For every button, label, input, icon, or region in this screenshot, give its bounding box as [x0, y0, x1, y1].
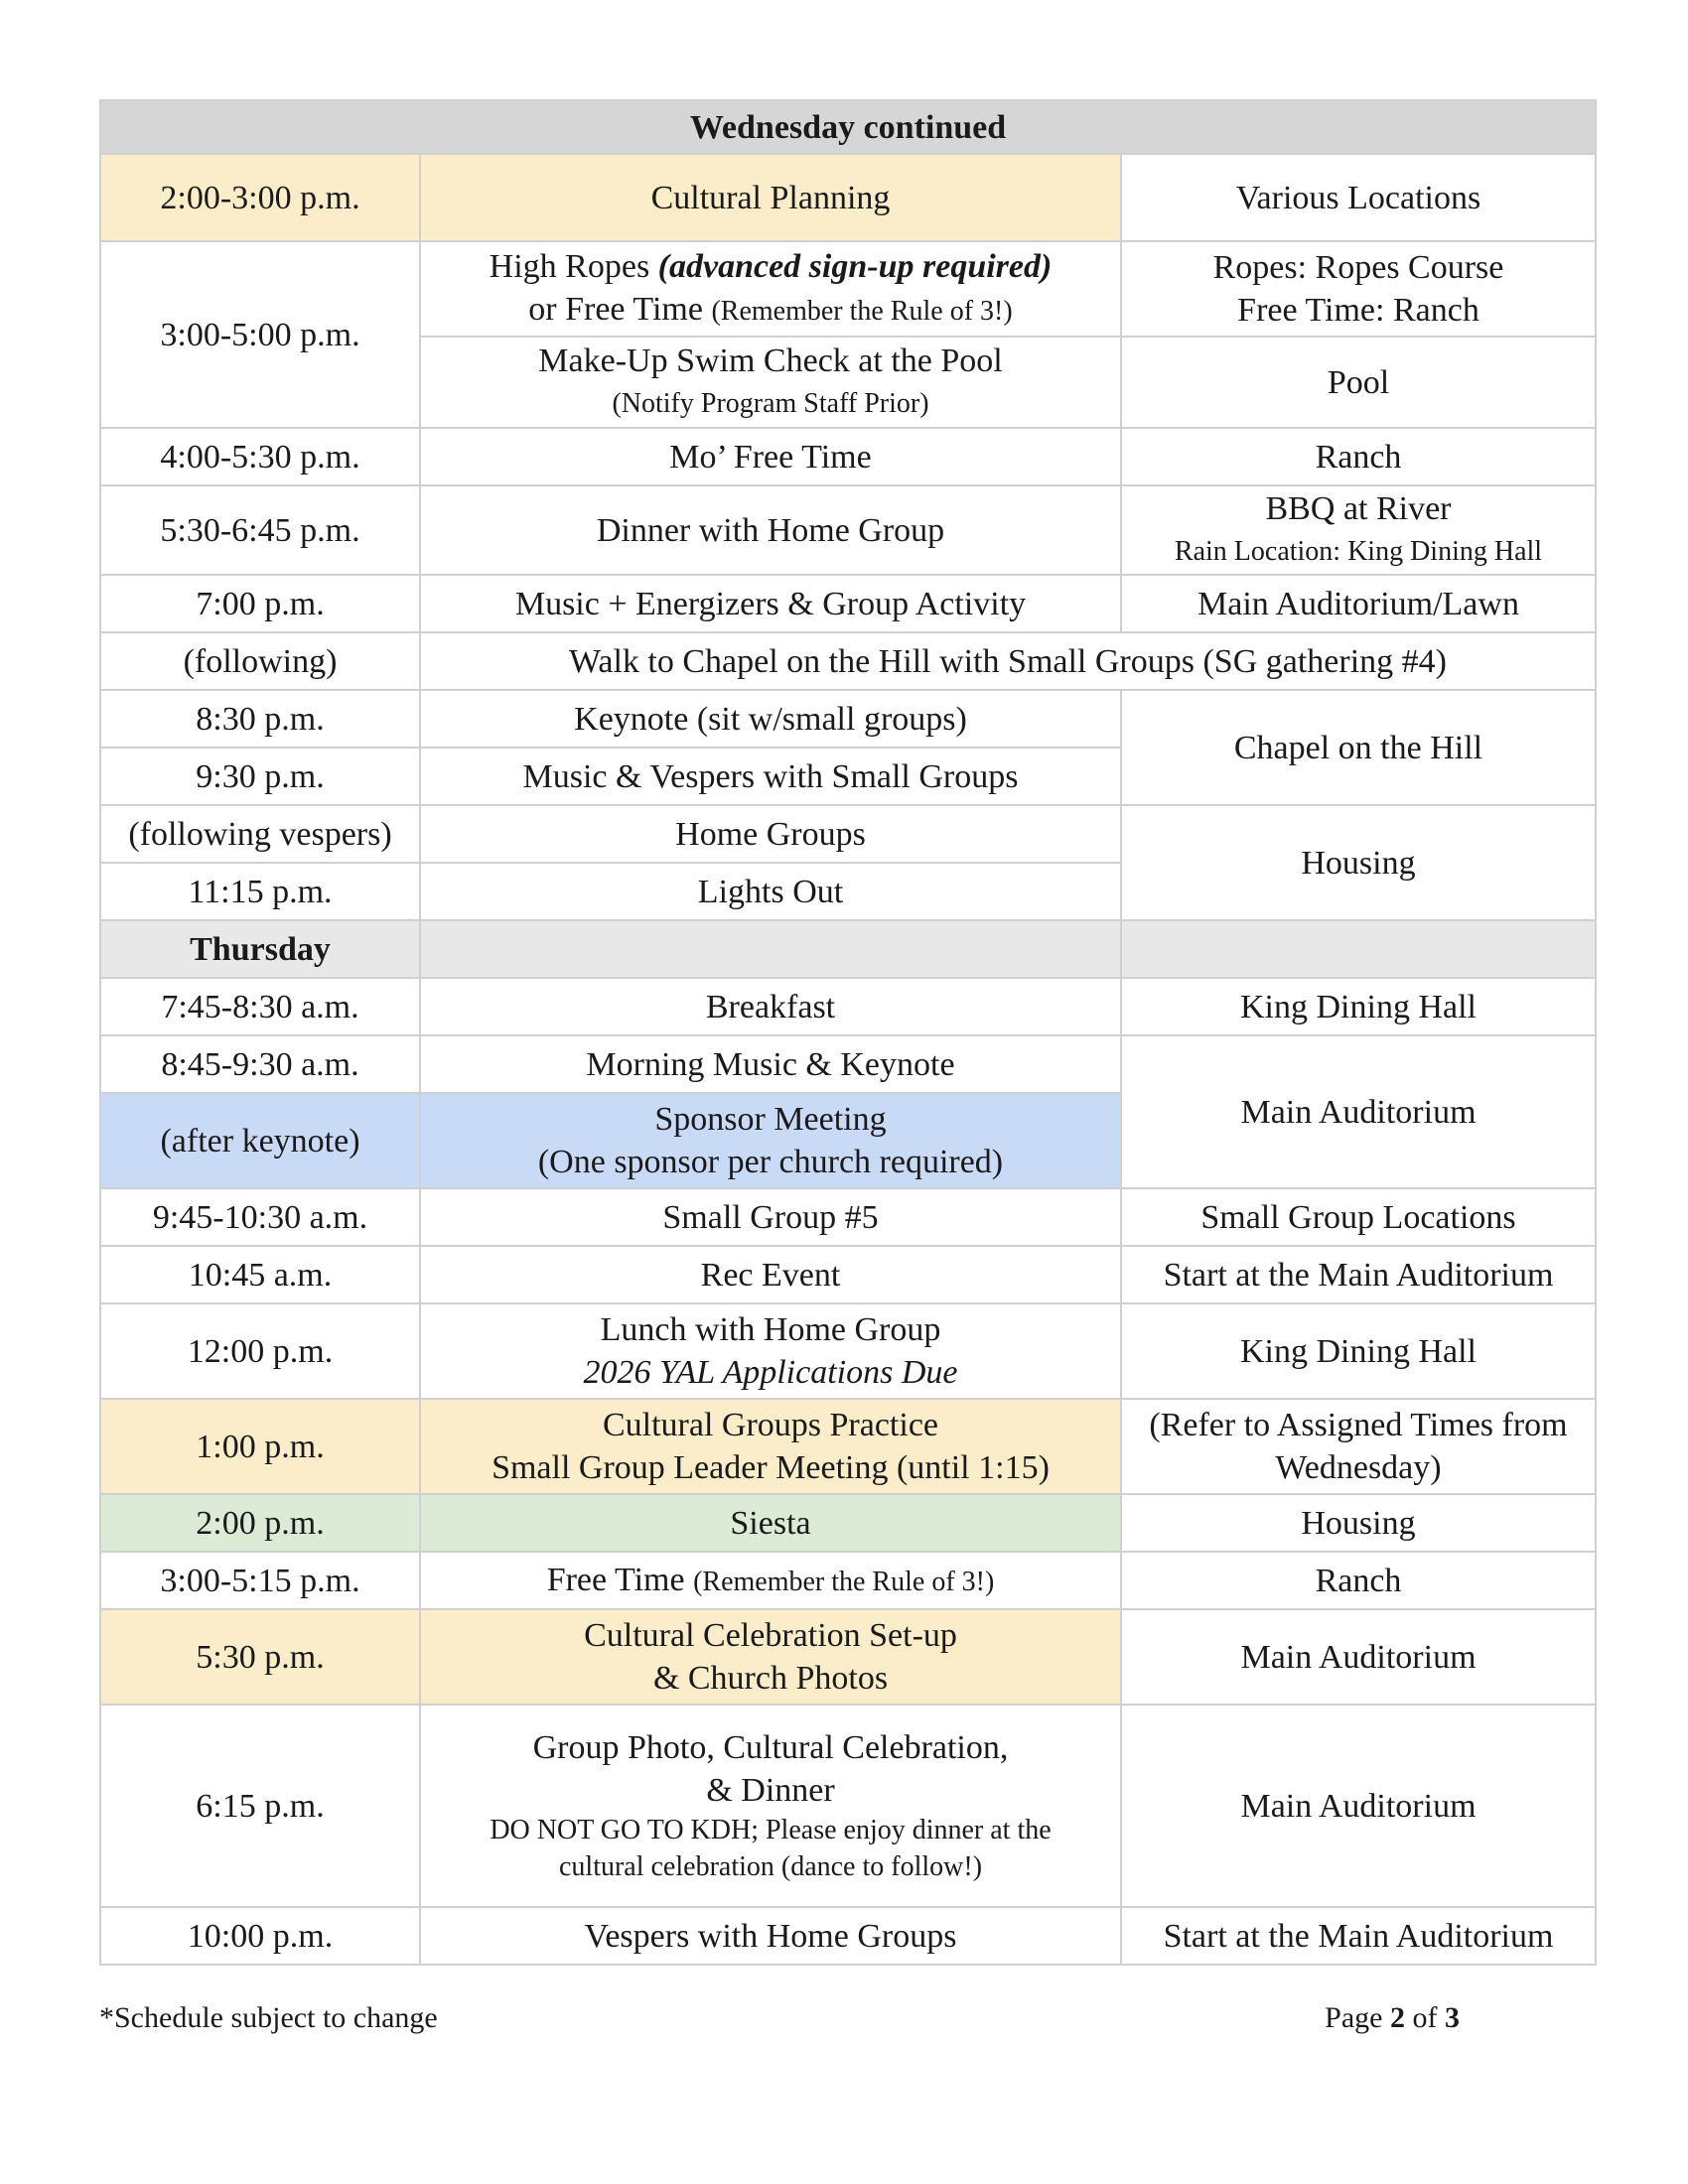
time-cell: 10:45 a.m.: [100, 1246, 420, 1303]
event-note: (Remember the Rule of 3!): [693, 1566, 995, 1597]
event-note: DO NOT GO TO KDH; Please enjoy dinner at the: [490, 1815, 1052, 1845]
table-row: [100, 978, 1596, 1035]
day-label: Thursday: [100, 920, 420, 978]
location-cell: Start at the Main Auditorium: [1121, 1907, 1596, 1965]
event-note: (advanced sign-up required): [657, 248, 1053, 285]
day-header-row: [100, 920, 1596, 978]
event-note: (Remember the Rule of 3!): [711, 296, 1013, 327]
event-cell: Rec Event: [420, 1246, 1121, 1303]
event-cell: Small Group #5: [420, 1188, 1121, 1246]
location-cell: Chapel on the Hill: [1121, 690, 1596, 805]
time-cell: 2:00-3:00 p.m.: [100, 154, 420, 241]
event-text: Sponsor Meeting: [654, 1101, 887, 1138]
table-row: [100, 428, 1596, 485]
time-cell: (following vespers): [100, 805, 420, 863]
time-cell: 9:30 p.m.: [100, 748, 420, 805]
table-row: [100, 1188, 1596, 1246]
table-row: [100, 690, 1596, 748]
time-cell: 6:15 p.m.: [100, 1705, 420, 1907]
time-cell: 1:00 p.m.: [100, 1399, 420, 1494]
event-cell: Home Groups: [420, 805, 1121, 863]
event-cell: [420, 1303, 1121, 1399]
time-cell: (after keynote): [100, 1093, 420, 1188]
event-text: or Free Time: [528, 291, 712, 328]
table-row: [100, 485, 1596, 575]
event-cell: Keynote (sit w/small groups): [420, 690, 1121, 748]
event-text: Free Time: [546, 1561, 694, 1598]
event-cell: [420, 1705, 1121, 1907]
location-line: BBQ at River: [1265, 490, 1452, 527]
location-cell: Main Auditorium/Lawn: [1121, 575, 1596, 632]
day-header-empty: [420, 920, 1121, 978]
location-line: Wednesday): [1275, 1449, 1442, 1486]
location-line: (Refer to Assigned Times from: [1149, 1407, 1568, 1443]
time-cell: 8:45-9:30 a.m.: [100, 1035, 420, 1093]
table-row: [100, 632, 1596, 690]
table-row: [100, 1399, 1596, 1494]
location-cell: Main Auditorium: [1121, 1609, 1596, 1705]
location-line: Free Time: Ranch: [1237, 292, 1479, 329]
time-cell: 11:15 p.m.: [100, 863, 420, 920]
event-text: Cultural Celebration Set-up: [584, 1617, 957, 1654]
section-header: Wednesday continued: [100, 100, 1596, 154]
event-text: Make-Up Swim Check at the Pool: [538, 342, 1003, 379]
location-cell: [1121, 1399, 1596, 1494]
event-text: Group Photo, Cultural Celebration,: [532, 1729, 1009, 1766]
location-cell: King Dining Hall: [1121, 978, 1596, 1035]
event-text: & Church Photos: [652, 1660, 889, 1697]
time-cell: 2:00 p.m.: [100, 1494, 420, 1552]
location-line: Ropes: Ropes Course: [1212, 249, 1504, 286]
event-cell: Dinner with Home Group: [420, 485, 1121, 575]
time-cell: 5:30-6:45 p.m.: [100, 485, 420, 575]
location-cell: Pool: [1121, 337, 1596, 428]
event-cell: Music & Vespers with Small Groups: [420, 748, 1121, 805]
location-cell: King Dining Hall: [1121, 1303, 1596, 1399]
location-cell: Ranch: [1121, 1552, 1596, 1609]
location-cell: Start at the Main Auditorium: [1121, 1246, 1596, 1303]
table-row: [100, 1035, 1596, 1093]
table-row: [100, 1907, 1596, 1965]
event-cell: [420, 1609, 1121, 1705]
time-cell: 12:00 p.m.: [100, 1303, 420, 1399]
event-text: High Ropes: [489, 248, 658, 285]
event-cell: [420, 1399, 1121, 1494]
table-row: [100, 1552, 1596, 1609]
event-text: Cultural Groups Practice: [602, 1407, 939, 1443]
time-cell: 9:45-10:30 a.m.: [100, 1188, 420, 1246]
event-cell: [420, 1552, 1121, 1609]
page-total: 3: [1445, 2001, 1460, 2034]
location-cell: Housing: [1121, 1494, 1596, 1552]
location-cell: Housing: [1121, 805, 1596, 920]
location-cell: [1121, 241, 1596, 337]
table-row: [100, 154, 1596, 241]
location-cell: Main Auditorium: [1121, 1705, 1596, 1907]
schedule-disclaimer: *Schedule subject to change: [99, 2001, 438, 2034]
time-cell: 10:00 p.m.: [100, 1907, 420, 1965]
time-cell: 4:00-5:30 p.m.: [100, 428, 420, 485]
event-note: (Notify Program Staff Prior): [612, 388, 929, 419]
table-row: [100, 1246, 1596, 1303]
event-text: & Dinner: [706, 1772, 835, 1809]
time-cell: 5:30 p.m.: [100, 1609, 420, 1705]
event-cell: Cultural Planning: [420, 154, 1121, 241]
event-cell: Morning Music & Keynote: [420, 1035, 1121, 1093]
table-row: [100, 1705, 1596, 1907]
time-cell: 3:00-5:15 p.m.: [100, 1552, 420, 1609]
location-cell: Various Locations: [1121, 154, 1596, 241]
event-cell: Mo’ Free Time: [420, 428, 1121, 485]
event-note: cultural celebration (dance to follow!): [558, 1851, 983, 1882]
event-cell: Lights Out: [420, 863, 1121, 920]
table-row: [100, 241, 1596, 337]
section-header-row: [100, 100, 1596, 154]
event-cell: Music + Energizers & Group Activity: [420, 575, 1121, 632]
time-cell: 8:30 p.m.: [100, 690, 420, 748]
table-row: [100, 1609, 1596, 1705]
event-cell: Walk to Chapel on the Hill with Small Groups (SG gathering #4): [420, 632, 1596, 690]
event-text: Small Group Leader Meeting (until 1:15): [492, 1449, 1050, 1486]
table-row: [100, 1303, 1596, 1399]
table-row: [100, 1494, 1596, 1552]
event-text: Lunch with Home Group: [600, 1311, 941, 1348]
event-note: 2026 YAL Applications Due: [583, 1354, 958, 1391]
event-cell: Vespers with Home Groups: [420, 1907, 1121, 1965]
time-cell: 7:00 p.m.: [100, 575, 420, 632]
event-cell: Breakfast: [420, 978, 1121, 1035]
page-of-word: of: [1405, 2001, 1445, 2034]
location-cell: Ranch: [1121, 428, 1596, 485]
page-word: Page: [1325, 2001, 1390, 2034]
location-note: Rain Location: King Dining Hall: [1174, 536, 1543, 567]
table-row: [100, 805, 1596, 863]
table-row: [100, 575, 1596, 632]
location-cell: [1121, 485, 1596, 575]
time-cell: (following): [100, 632, 420, 690]
page-number: [1325, 2001, 1460, 2035]
day-header-empty: [1121, 920, 1596, 978]
time-cell: 7:45-8:30 a.m.: [100, 978, 420, 1035]
event-text: (One sponsor per church required): [537, 1144, 1004, 1180]
schedule-table: [99, 99, 1597, 1966]
location-cell: Small Group Locations: [1121, 1188, 1596, 1246]
page-current: 2: [1390, 2001, 1405, 2034]
event-cell: [420, 241, 1121, 337]
event-cell: Siesta: [420, 1494, 1121, 1552]
time-cell: 3:00-5:00 p.m.: [100, 241, 420, 428]
location-cell: Main Auditorium: [1121, 1035, 1596, 1188]
event-cell: [420, 337, 1121, 428]
event-cell: [420, 1093, 1121, 1188]
